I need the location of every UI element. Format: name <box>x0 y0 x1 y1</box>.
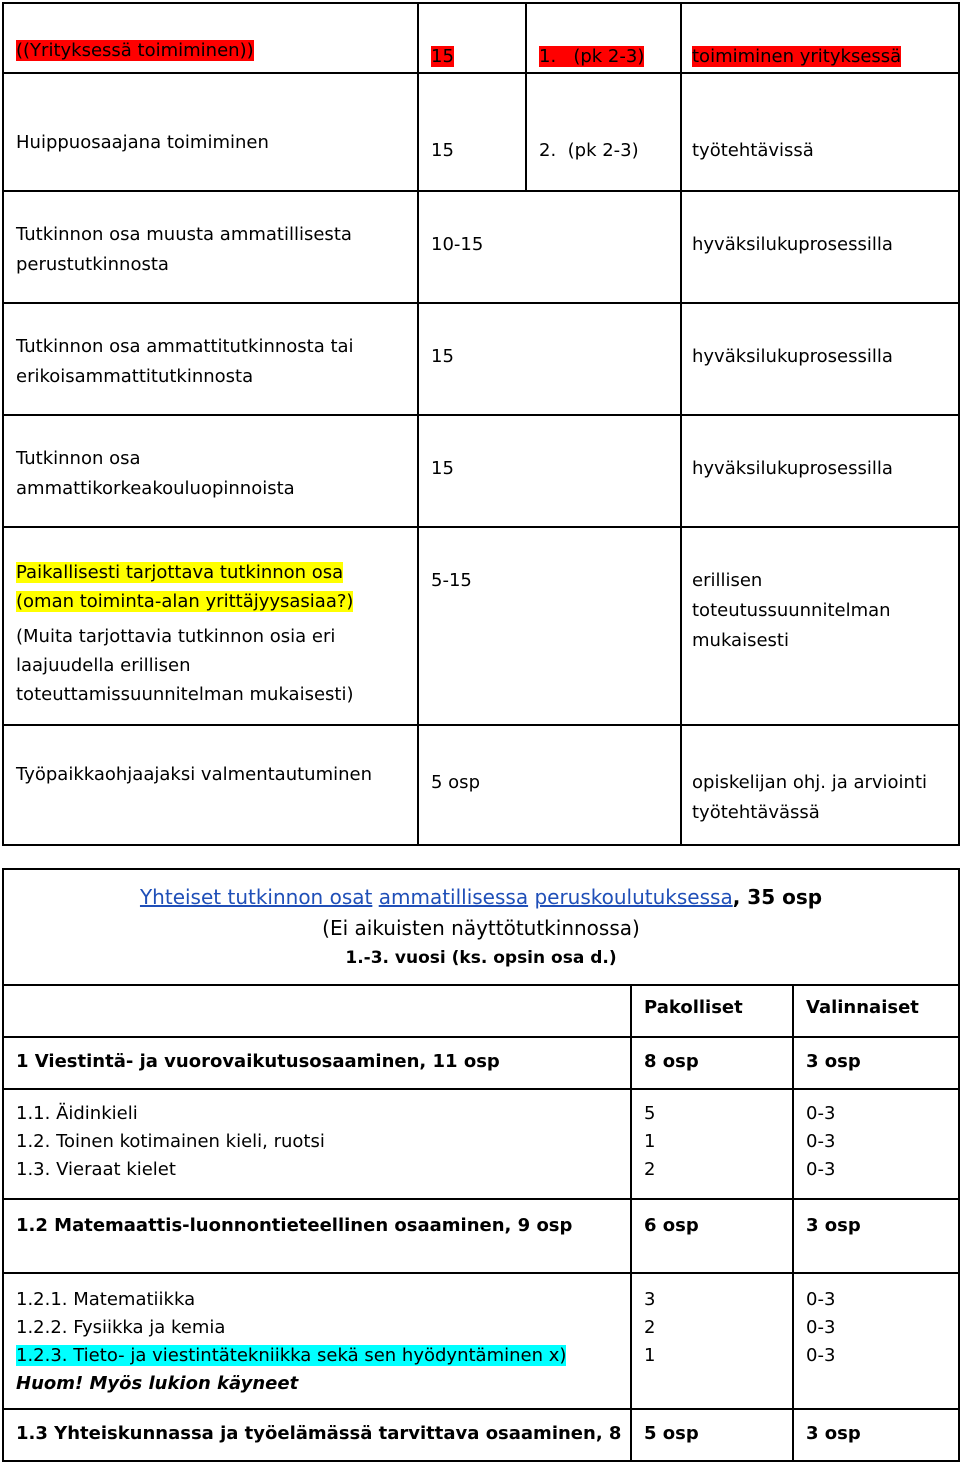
group-title: 1 Viestintä- ja vuorovaikutusosaaminen, 11 osp <box>3 1037 631 1089</box>
row-name-line: (Muita tarjottavia tutkinnon osia eri <box>16 626 336 647</box>
row-name-line: perustutkinnosta <box>16 254 169 275</box>
items-row <box>3 1273 959 1409</box>
table-row <box>3 3 959 73</box>
row-name-line: Tutkinnon osa <box>16 448 141 469</box>
table-row <box>3 73 959 191</box>
row-how: hyväksilukuprosessilla <box>692 458 893 479</box>
group-row <box>3 1199 959 1273</box>
row-credits: 10-15 <box>431 234 484 255</box>
row-credits: 15 <box>431 46 454 67</box>
row-name-line: Tutkinnon osa muusta ammatillisesta <box>16 224 352 245</box>
row-name-line: toteuttamissuunnitelman mukaisesti) <box>16 684 354 705</box>
list-item: 1.1. Äidinkieli <box>16 1103 138 1124</box>
col-mandatory: Pakolliset <box>631 985 793 1037</box>
note: Huom! Myös lukion käyneet <box>16 1373 299 1394</box>
row-credits: 15 <box>431 140 454 161</box>
common-header-row <box>3 869 959 985</box>
group-mandatory: 8 osp <box>631 1037 793 1089</box>
row-credits: 15 <box>431 346 454 367</box>
item-mandatory: 1 <box>644 1131 656 1152</box>
col-optional: Valinnaiset <box>793 985 959 1037</box>
common-units-link[interactable]: Yhteiset tutkinnon osat <box>139 885 373 909</box>
basic-education-link[interactable]: peruskoulutuksessa <box>534 885 733 909</box>
table-row <box>3 415 959 527</box>
item-optional: 0-3 <box>806 1103 836 1124</box>
row-name: ((Yrityksessä toimiminen)) <box>16 40 254 61</box>
studies-table <box>2 2 960 846</box>
row-period: 1. (pk 2-3) <box>539 46 645 67</box>
row-name-line: laajuudella erillisen <box>16 655 191 676</box>
group-optional: 3 osp <box>793 1037 959 1089</box>
item-optional: 0-3 <box>806 1317 836 1338</box>
item-mandatory: 5 <box>644 1103 656 1124</box>
row-period: 2. (pk 2-3) <box>539 140 639 161</box>
group-optional: 3 osp <box>793 1409 959 1461</box>
table-row <box>3 725 959 845</box>
list-item: 1.2.3. Tieto- ja viestintätekniikka sekä sen hyödyntäminen x) <box>16 1345 567 1366</box>
common-subtitle: (Ei aikuisten näyttötutkinnossa) <box>322 916 640 940</box>
group-title: 1.2 Matemaattis-luonnontieteellinen osaaminen, 9 osp <box>3 1199 631 1273</box>
table-row <box>3 191 959 303</box>
row-credits: 15 <box>431 458 454 479</box>
table-row <box>3 303 959 415</box>
group-optional: 3 osp <box>793 1199 959 1273</box>
item-mandatory: 3 <box>644 1289 656 1310</box>
row-name-line: Paikallisesti tarjottava tutkinnon osa <box>16 562 344 583</box>
row-how: hyväksilukuprosessilla <box>692 346 893 367</box>
group-row <box>3 1037 959 1089</box>
items-row <box>3 1089 959 1199</box>
row-name: Työpaikkaohjaajaksi valmentautuminen <box>16 764 373 785</box>
vocational-link[interactable]: ammatillisessa <box>378 885 529 909</box>
row-how: hyväksilukuprosessilla <box>692 234 893 255</box>
row-how-line: toteutussuunnitelman <box>692 600 891 621</box>
item-mandatory: 2 <box>644 1317 656 1338</box>
list-item: 1.2.2. Fysiikka ja kemia <box>16 1317 226 1338</box>
row-credits: 5-15 <box>431 570 472 591</box>
item-optional: 0-3 <box>806 1289 836 1310</box>
row-name: Huippuosaajana toimiminen <box>16 132 269 153</box>
row-name-line: Tutkinnon osa ammattitutkinnosta tai <box>16 336 354 357</box>
group-row <box>3 1409 959 1461</box>
item-optional: 0-3 <box>806 1345 836 1366</box>
list-item: 1.2.1. Matematiikka <box>16 1289 196 1310</box>
row-how-line: opiskelijan ohj. ja arviointi <box>692 772 928 793</box>
item-optional: 0-3 <box>806 1159 836 1180</box>
row-how-line: mukaisesti <box>692 630 789 651</box>
item-mandatory: 1 <box>644 1345 656 1366</box>
list-item: 1.3. Vieraat kielet <box>16 1159 176 1180</box>
table-row <box>3 527 959 725</box>
column-header-row <box>3 985 959 1037</box>
row-how-line: erillisen <box>692 570 763 591</box>
row-credits: 5 osp <box>431 772 480 793</box>
group-mandatory: 5 osp <box>631 1409 793 1461</box>
row-name-line: ammattikorkeakouluopinnoista <box>16 478 295 499</box>
row-name-line: (oman toiminta-alan yrittäjyysasiaa?) <box>16 591 354 612</box>
item-optional: 0-3 <box>806 1131 836 1152</box>
row-name-line: erikoisammattitutkinnosta <box>16 366 254 387</box>
row-how-line: työtehtävässä <box>692 802 820 823</box>
list-item: 1.2. Toinen kotimainen kieli, ruotsi <box>16 1131 325 1152</box>
item-mandatory: 2 <box>644 1159 656 1180</box>
common-units-table <box>2 868 960 1462</box>
common-title-credits: , 35 osp <box>732 885 823 909</box>
row-how: työtehtävissä <box>692 140 814 161</box>
group-mandatory: 6 osp <box>631 1199 793 1273</box>
row-how: toimiminen yrityksessä <box>692 46 902 67</box>
common-years: 1.-3. vuosi (ks. opsin osa d.) <box>345 948 617 968</box>
group-title: 1.3 Yhteiskunnassa ja työelämässä tarvittava osaaminen, 8 <box>3 1409 631 1461</box>
